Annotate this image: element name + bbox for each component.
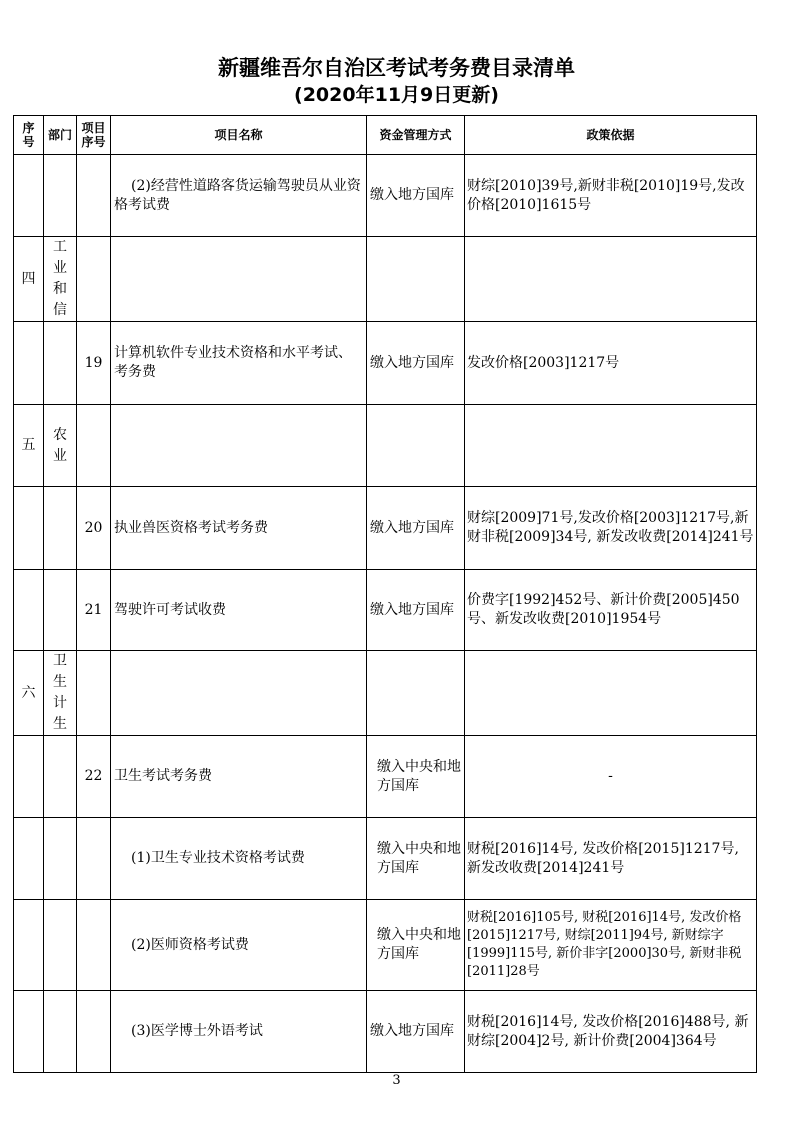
fund-cell: 缴入地方国库 bbox=[367, 991, 465, 1073]
item-no-cell: 19 bbox=[77, 322, 111, 405]
item-no-cell bbox=[77, 155, 111, 237]
item-name-cell: 卫生考试考务费 bbox=[111, 736, 367, 818]
col-header-dept: 部门 bbox=[44, 116, 77, 155]
policy-cell bbox=[465, 651, 757, 736]
document-title: 新疆维吾尔自治区考试考务费目录清单 bbox=[218, 56, 575, 80]
policy-cell: - bbox=[465, 736, 757, 818]
seq-cell bbox=[14, 818, 44, 900]
policy-cell: 财税[2016]14号, 发改价格[2016]488号, 新财综[2004]2号, 新计价费[2004]364号 bbox=[465, 991, 757, 1073]
dept-cell bbox=[44, 487, 77, 570]
item-name-cell bbox=[111, 405, 367, 487]
fund-cell: 缴入中央和地方国库 bbox=[367, 736, 465, 818]
seq-cell bbox=[14, 736, 44, 818]
table-row bbox=[14, 487, 757, 570]
item-no-cell bbox=[77, 237, 111, 322]
col-header-fund-management: 资金管理方式 bbox=[367, 116, 465, 155]
table-row bbox=[14, 237, 757, 322]
dept-cell bbox=[44, 570, 77, 651]
policy-cell: 财税[2016]14号, 发改价格[2015]1217号, 新发改收费[2014]241号 bbox=[465, 818, 757, 900]
dept-cell bbox=[44, 900, 77, 991]
item-no-cell: 22 bbox=[77, 736, 111, 818]
item-name-cell: 计算机软件专业技术资格和水平考试、考务费 bbox=[111, 322, 367, 405]
seq-cell: 四 bbox=[14, 237, 44, 322]
table-row bbox=[14, 736, 757, 818]
dept-cell: 农 业 bbox=[44, 405, 77, 487]
table-row bbox=[14, 570, 757, 651]
seq-cell bbox=[14, 487, 44, 570]
fund-cell: 缴入中央和地方国库 bbox=[367, 900, 465, 991]
item-name-cell: (2)医师资格考试费 bbox=[111, 900, 367, 991]
table-row bbox=[14, 405, 757, 487]
seq-cell: 六 bbox=[14, 651, 44, 736]
item-no-cell bbox=[77, 405, 111, 487]
item-no-cell bbox=[77, 991, 111, 1073]
item-name-cell: 驾驶许可考试收费 bbox=[111, 570, 367, 651]
item-no-cell: 21 bbox=[77, 570, 111, 651]
dept-cell bbox=[44, 818, 77, 900]
item-no-cell bbox=[77, 818, 111, 900]
col-header-item-name: 项目名称 bbox=[111, 116, 367, 155]
table-row bbox=[14, 818, 757, 900]
item-no-cell bbox=[77, 651, 111, 736]
fund-cell bbox=[367, 651, 465, 736]
item-name-cell: (2)经营性道路客货运输驾驶员从业资格考试费 bbox=[111, 155, 367, 237]
item-name-cell bbox=[111, 651, 367, 736]
fee-catalog-table bbox=[13, 115, 757, 1073]
seq-cell bbox=[14, 155, 44, 237]
seq-cell bbox=[14, 991, 44, 1073]
dept-cell bbox=[44, 736, 77, 818]
item-name-cell bbox=[111, 237, 367, 322]
table-row bbox=[14, 322, 757, 405]
policy-cell: 财综[2010]39号,新财非税[2010]19号,发改价格[2010]1615号 bbox=[465, 155, 757, 237]
policy-cell: 财税[2016]105号, 财税[2016]14号, 发改价格[2015]1217号, 财综[2011]94号, 新财综字[1999]115号, 新价非字[2000]30号, 新财非税[2011]28号 bbox=[465, 900, 757, 991]
item-name-cell: (1)卫生专业技术资格考试费 bbox=[111, 818, 367, 900]
table-row bbox=[14, 991, 757, 1073]
dept-cell bbox=[44, 155, 77, 237]
seq-cell bbox=[14, 900, 44, 991]
seq-cell: 五 bbox=[14, 405, 44, 487]
item-name-cell: 执业兽医资格考试考务费 bbox=[111, 487, 367, 570]
seq-cell bbox=[14, 570, 44, 651]
col-header-policy-basis: 政策依据 bbox=[465, 116, 757, 155]
col-header-item-no: 项目 序号 bbox=[77, 116, 111, 155]
policy-cell bbox=[465, 237, 757, 322]
fund-cell: 缴入地方国库 bbox=[367, 155, 465, 237]
fund-cell: 缴入地方国库 bbox=[367, 322, 465, 405]
fund-cell: 缴入中央和地方国库 bbox=[367, 818, 465, 900]
page-number: 3 bbox=[392, 1073, 401, 1088]
item-name-cell: (3)医学博士外语考试 bbox=[111, 991, 367, 1073]
dept-cell: 卫 生 计 生 bbox=[44, 651, 77, 736]
seq-cell bbox=[14, 322, 44, 405]
item-no-cell bbox=[77, 900, 111, 991]
fund-cell: 缴入地方国库 bbox=[367, 570, 465, 651]
dept-cell bbox=[44, 322, 77, 405]
policy-cell bbox=[465, 405, 757, 487]
col-header-seq: 序 号 bbox=[14, 116, 44, 155]
document-subtitle: (2020年11月9日更新) bbox=[294, 84, 499, 106]
table-row bbox=[14, 900, 757, 991]
policy-cell: 发改价格[2003]1217号 bbox=[465, 322, 757, 405]
fund-cell: 缴入地方国库 bbox=[367, 487, 465, 570]
policy-cell: 财综[2009]71号,发改价格[2003]1217号,新财非税[2009]34号, 新发改收费[2014]241号 bbox=[465, 487, 757, 570]
dept-cell bbox=[44, 991, 77, 1073]
table-row bbox=[14, 155, 757, 237]
policy-cell: 价费字[1992]452号、新计价费[2005]450号、新发改收费[2010]1954号 bbox=[465, 570, 757, 651]
fund-cell bbox=[367, 405, 465, 487]
table-row bbox=[14, 651, 757, 736]
fund-cell bbox=[367, 237, 465, 322]
item-no-cell: 20 bbox=[77, 487, 111, 570]
dept-cell: 工 业 和 信 bbox=[44, 237, 77, 322]
table-header-row bbox=[14, 116, 757, 155]
